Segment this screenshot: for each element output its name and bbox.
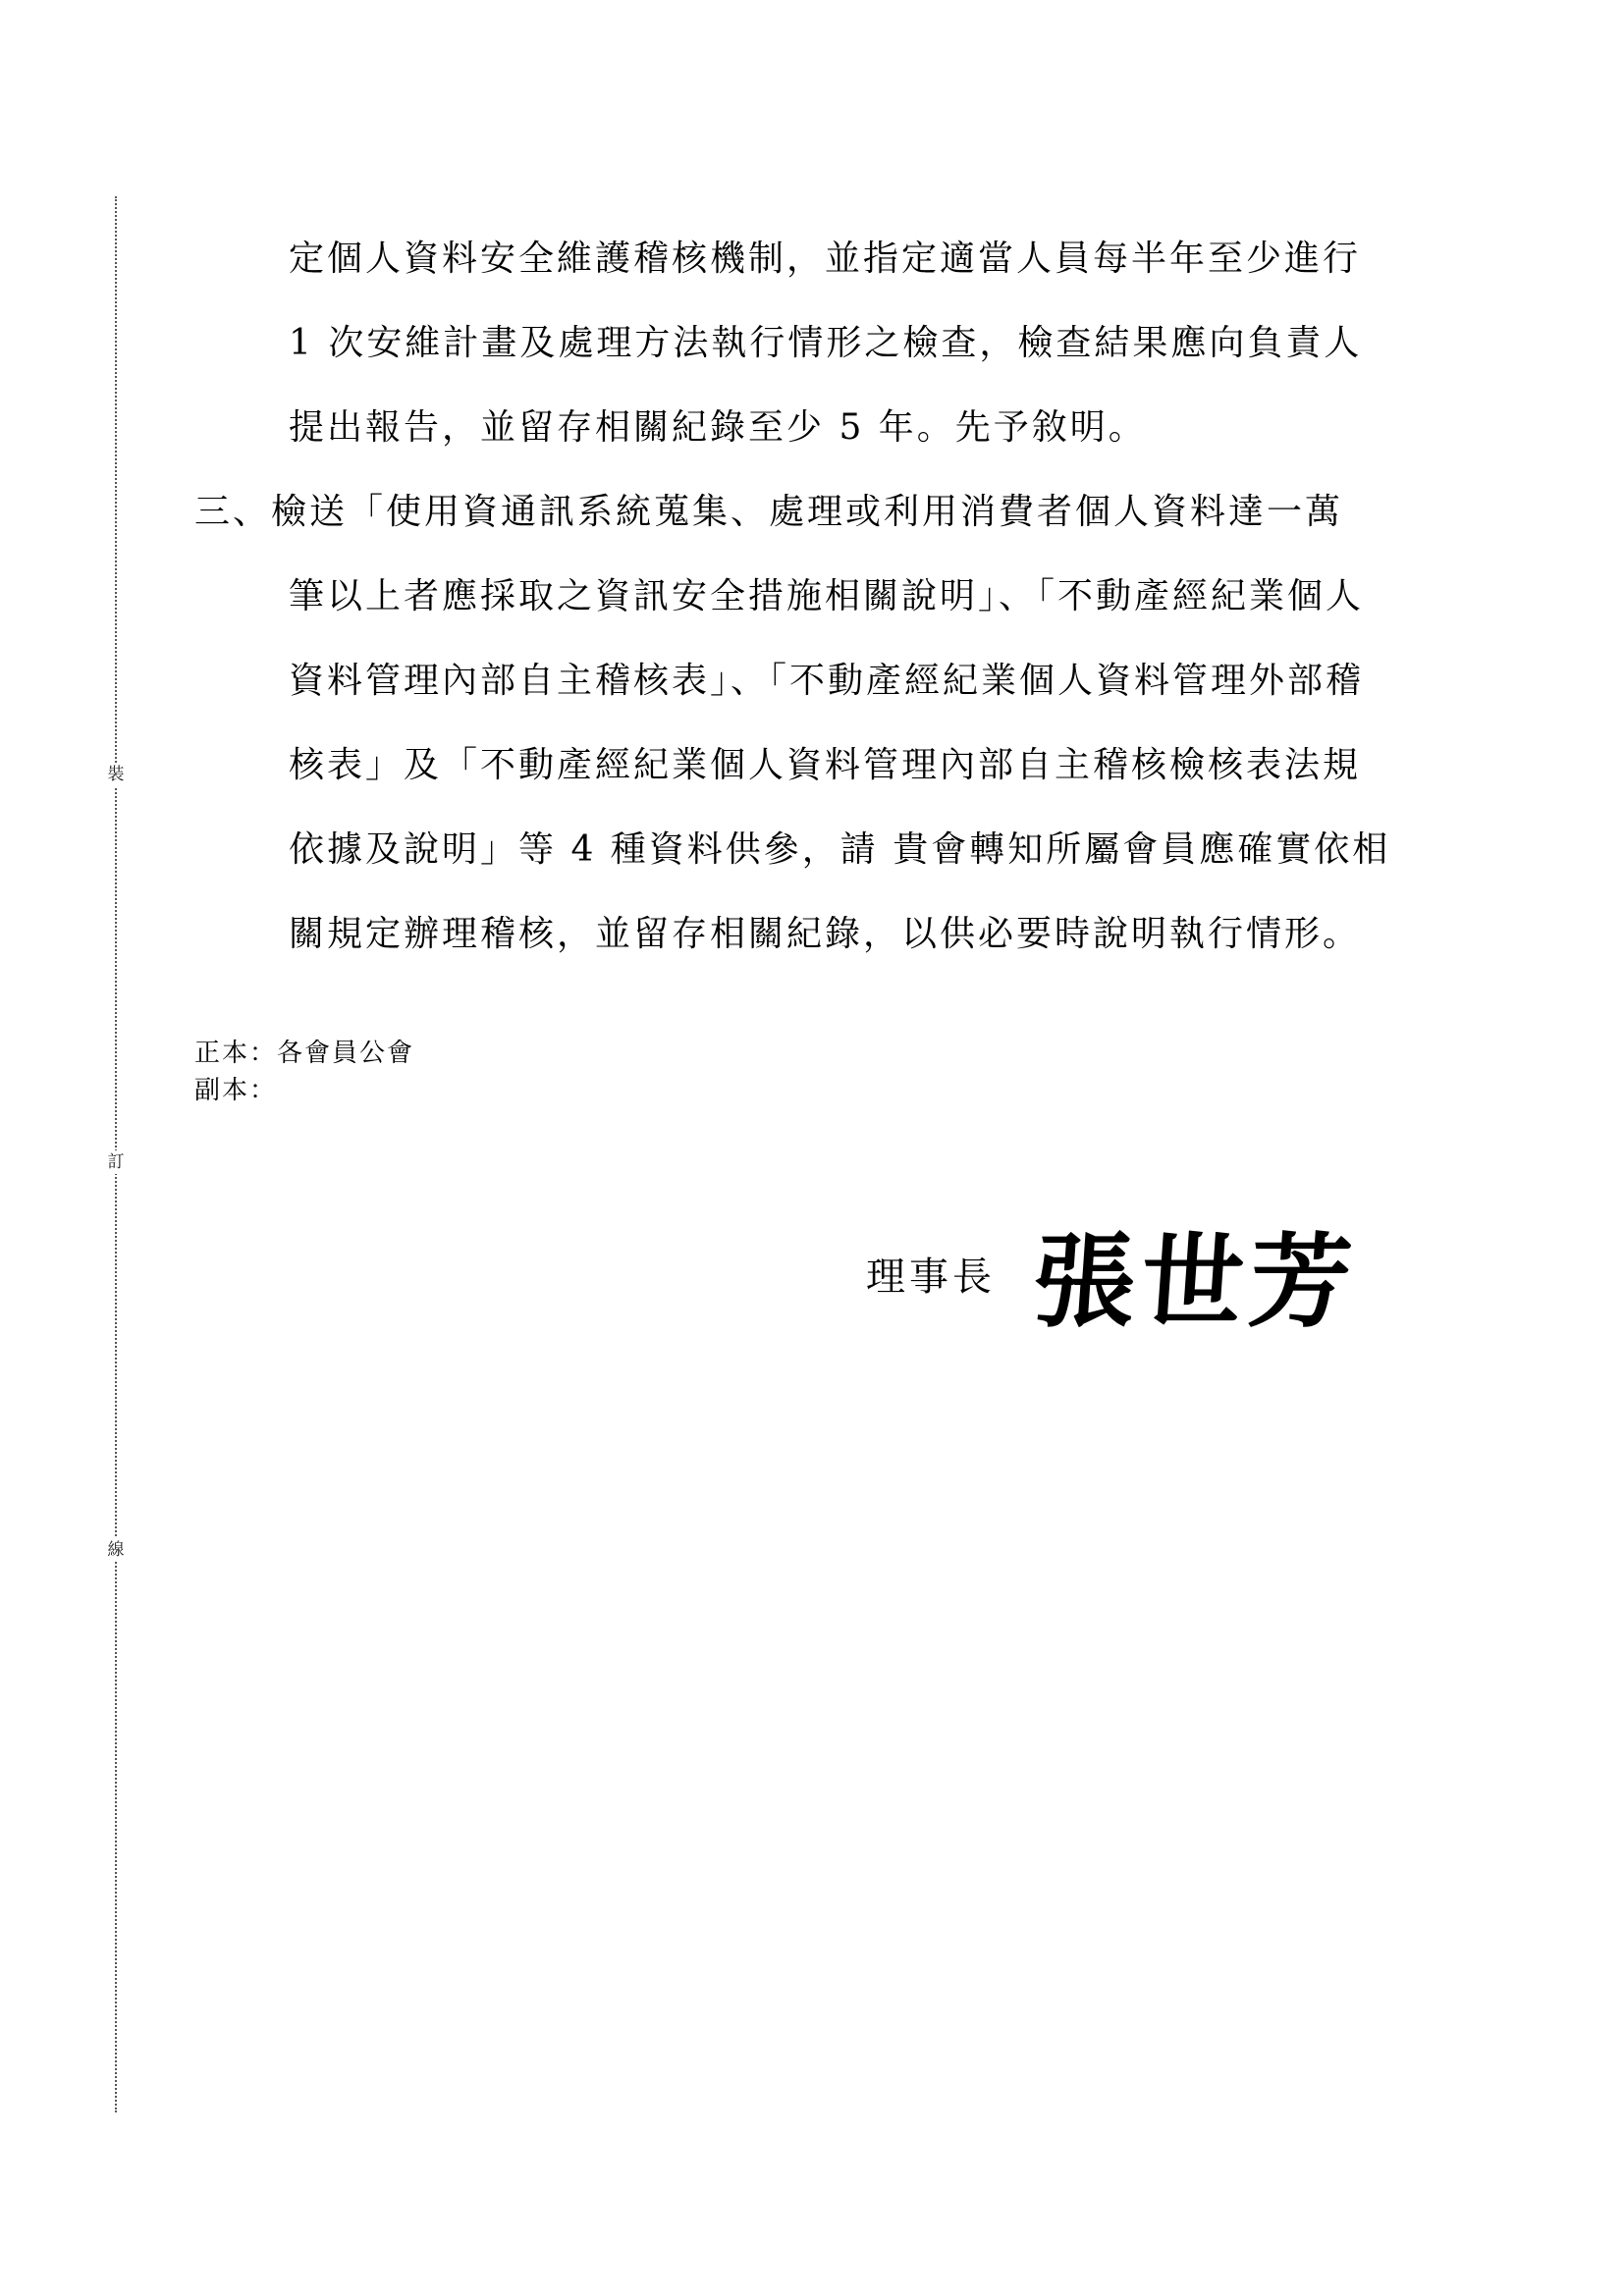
signatory-title: 理事長 [866, 1254, 996, 1300]
body-line: 資料管理內部自主稽核表」、「不動產經紀業個人資料管理外部稽 [289, 661, 1365, 701]
signatory-name: 張世芳 [1029, 1221, 1362, 1342]
body-line: 提出報告，並留存相關紀錄至少 5 年。先予敘明。 [289, 407, 1147, 448]
binding-label-zhuang: 裝 [105, 763, 127, 786]
body-line: 定個人資料安全維護稽核機制，並指定適當人員每半年至少進行 [289, 239, 1362, 279]
body-line: 1 次安維計畫及處理方法執行情形之檢查，檢查結果應向負責人 [289, 323, 1363, 363]
body-line: 依據及說明」等 4 種資料供參，請 貴會轉知所屬會員應確實依相 [289, 829, 1391, 870]
body-line: 核表」及「不動產經紀業個人資料管理內部自主稽核檢核表法規 [289, 745, 1362, 785]
binding-label-ding: 訂 [105, 1150, 127, 1174]
body-line: 關規定辦理稽核，並留存相關紀錄，以供必要時說明執行情形。 [289, 914, 1362, 954]
distribution-list [194, 1035, 414, 1109]
body-line: 筆以上者應採取之資訊安全措施相關說明」、「不動產經紀業個人 [289, 576, 1365, 616]
body-line-item-three: 三、檢送「使用資通訊系統蒐集、處理或利用消費者個人資料達一萬 [194, 492, 1344, 532]
original-recipient: 正本：各會員公會 [194, 1039, 415, 1068]
copy-recipient: 副本： [194, 1076, 278, 1105]
signature-block [866, 1200, 1362, 1342]
binding-label-xian: 線 [105, 1538, 127, 1562]
